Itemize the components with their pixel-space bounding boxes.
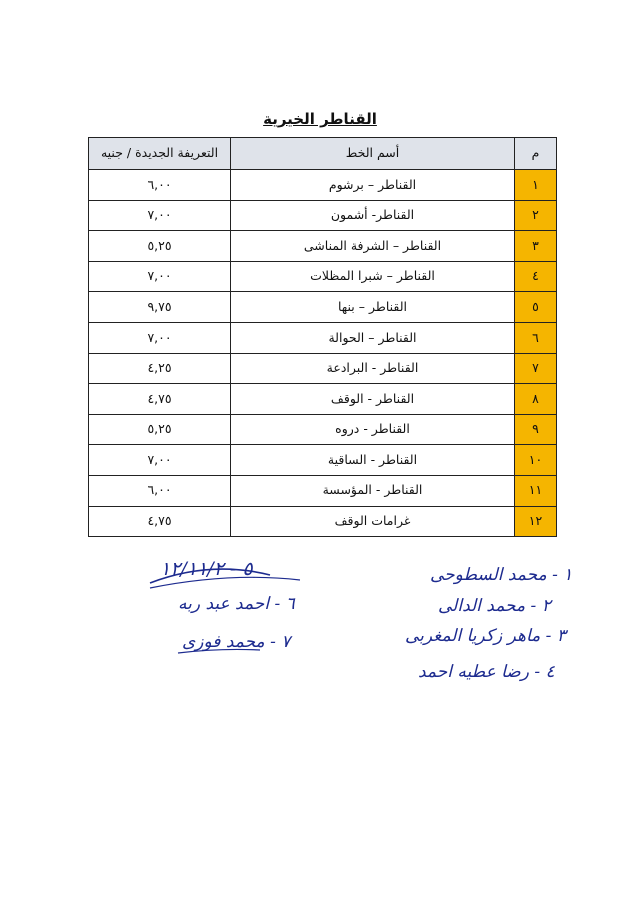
tariff-value: ٧,٠٠ bbox=[89, 261, 231, 292]
row-number: ٤ bbox=[515, 261, 557, 292]
line-name: القناطر – شبرا المظلات bbox=[231, 261, 515, 292]
tariff-value: ٧,٠٠ bbox=[89, 445, 231, 476]
row-number: ٧ bbox=[515, 353, 557, 384]
row-number: ١٠ bbox=[515, 445, 557, 476]
line-name: القناطر - الساقية bbox=[231, 445, 515, 476]
row-number: ٢ bbox=[515, 200, 557, 231]
row-number: ٩ bbox=[515, 414, 557, 445]
tariff-value: ٦,٠٠ bbox=[89, 170, 231, 201]
signature-1: ١ - محمد السطوحى bbox=[430, 565, 573, 585]
line-name: القناطر - دروه bbox=[231, 414, 515, 445]
row-number: ١ bbox=[515, 170, 557, 201]
tariff-value: ٦,٠٠ bbox=[89, 475, 231, 506]
tariff-value: ٩,٧٥ bbox=[89, 292, 231, 323]
line-name: القناطر – بنها bbox=[231, 292, 515, 323]
row-number: ٨ bbox=[515, 384, 557, 415]
signature-7: ٧ - محمد فوزى bbox=[182, 632, 291, 652]
row-number: ١٢ bbox=[515, 506, 557, 537]
tariff-value: ٧,٠٠ bbox=[89, 200, 231, 231]
header-num: م bbox=[515, 138, 557, 170]
signature-2: ٢ - محمد الدالى bbox=[438, 596, 551, 616]
line-name: القناطر- أشمون bbox=[231, 200, 515, 231]
line-name: القناطر - الوقف bbox=[231, 384, 515, 415]
signature-6: ٦ - احمد عبد ربه bbox=[178, 594, 295, 614]
line-name: القناطر - البرادعة bbox=[231, 353, 515, 384]
signature-5: ٥ - ١٢/١١/٢ bbox=[160, 558, 253, 580]
line-name: القناطر - المؤسسة bbox=[231, 475, 515, 506]
tariff-value: ٤,٧٥ bbox=[89, 506, 231, 537]
row-number: ٥ bbox=[515, 292, 557, 323]
row-number: ٣ bbox=[515, 231, 557, 262]
header-new-tariff: التعريفة الجديدة / جنيه bbox=[89, 138, 231, 170]
row-number: ٦ bbox=[515, 322, 557, 353]
tariff-value: ٥,٢٥ bbox=[89, 414, 231, 445]
tariff-value: ٧,٠٠ bbox=[89, 322, 231, 353]
header-line-name: أسم الخط bbox=[231, 138, 515, 170]
tariff-value: ٤,٢٥ bbox=[89, 353, 231, 384]
line-name: القناطر – الشرفة المناشى bbox=[231, 231, 515, 262]
document-title: القناطر الخيرية bbox=[263, 110, 377, 128]
tariff-value: ٤,٧٥ bbox=[89, 384, 231, 415]
line-name: غرامات الوقف bbox=[231, 506, 515, 537]
row-number: ١١ bbox=[515, 475, 557, 506]
tariff-value: ٥,٢٥ bbox=[89, 231, 231, 262]
line-name: القناطر – برشوم bbox=[231, 170, 515, 201]
signature-4: ٤ - رضا عطيه احمد bbox=[418, 662, 555, 682]
signature-3: ٣ - ماهر زكريا المغربى bbox=[405, 626, 566, 646]
line-name: القناطر – الحوالة bbox=[231, 322, 515, 353]
